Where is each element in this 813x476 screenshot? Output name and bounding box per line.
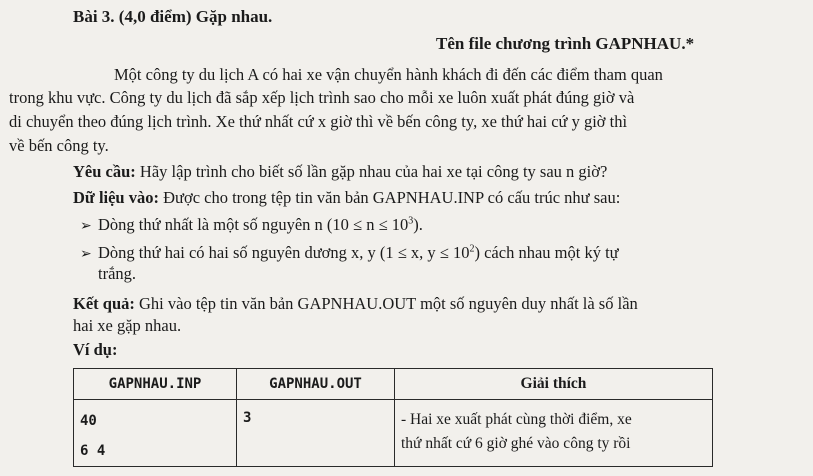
bullet-1-tail: ). [413,215,423,234]
explain-line-1: - Hai xe xuất phát cùng thời điểm, xe [401,411,632,428]
inp-line-2: 6 4 [80,443,106,459]
output-label: Kết quả: [73,294,135,313]
input-line [73,188,620,208]
table-header-row [74,369,713,400]
header-explanation: Giải thích [395,369,713,400]
bullet-2-exponent: 2 [469,243,475,255]
paragraph-line-2: trong khu vực. Công ty du lịch đã sắp xếp lịch trình sao cho mỗi xe luôn xuất phát đúng giờ và [9,88,635,107]
program-file-name: Tên file chương trình GAPNHAU.* [436,34,695,53]
input-label: Dữ liệu vào: [73,188,159,207]
requirement-text: Hãy lập trình cho biết số lần gặp nhau của hai xe tại công ty sau n giờ? [135,162,608,181]
header-inp: GAPNHAU.INP [74,369,237,400]
paragraph-line-4: về bến công ty. [9,136,109,155]
bullet-2-tail: ) cách nhau một ký tự [474,243,619,262]
cell-explanation [395,400,713,467]
bullet-1-text: Dòng thứ nhất là một số nguyên n (10 ≤ n ≤ 10 [98,215,409,234]
example-table [73,368,713,467]
bullet-1-exponent: 3 [408,215,414,227]
cell-out: 3 [237,400,395,467]
bullet-2-text: Dòng thứ hai có hai số nguyên dương x, y (1 ≤ x, y ≤ 10 [98,243,470,262]
bullet-2 [80,243,619,265]
input-text: Được cho trong tệp tin văn bản GAPNHAU.INP có cấu trúc như sau: [158,188,621,207]
paragraph-line-1: Một công ty du lịch A có hai xe vận chuyển hành khách đi đến các điểm tham quan [114,65,663,84]
bullet-2-continuation: trắng. [98,264,137,283]
output-continuation: hai xe gặp nhau. [73,316,182,335]
requirement-label: Yêu cầu: [73,162,136,181]
example-label: Ví dụ: [73,340,118,359]
bullet-arrow-icon: ➢ [80,247,92,262]
bullet-1 [80,215,423,237]
requirement-line [73,162,607,182]
explain-line-2: thứ nhất cứ 6 giờ ghé vào công ty rồi [401,435,631,452]
table-row [74,400,713,467]
inp-line-1: 40 [80,413,97,429]
cell-inp [74,400,237,467]
header-out: GAPNHAU.OUT [237,369,395,400]
bullet-arrow-icon: ➢ [80,219,92,234]
output-text: Ghi vào tệp tin văn bản GAPNHAU.OUT một số nguyên duy nhất là số lần [134,294,638,313]
problem-heading: Bài 3. (4,0 điểm) Gặp nhau. [73,7,273,26]
paragraph-line-3: di chuyển theo đúng lịch trình. Xe thứ nhất cứ x giờ thì về bến công ty, xe thứ hai cứ y giờ thì [9,112,628,131]
output-line [73,294,638,314]
